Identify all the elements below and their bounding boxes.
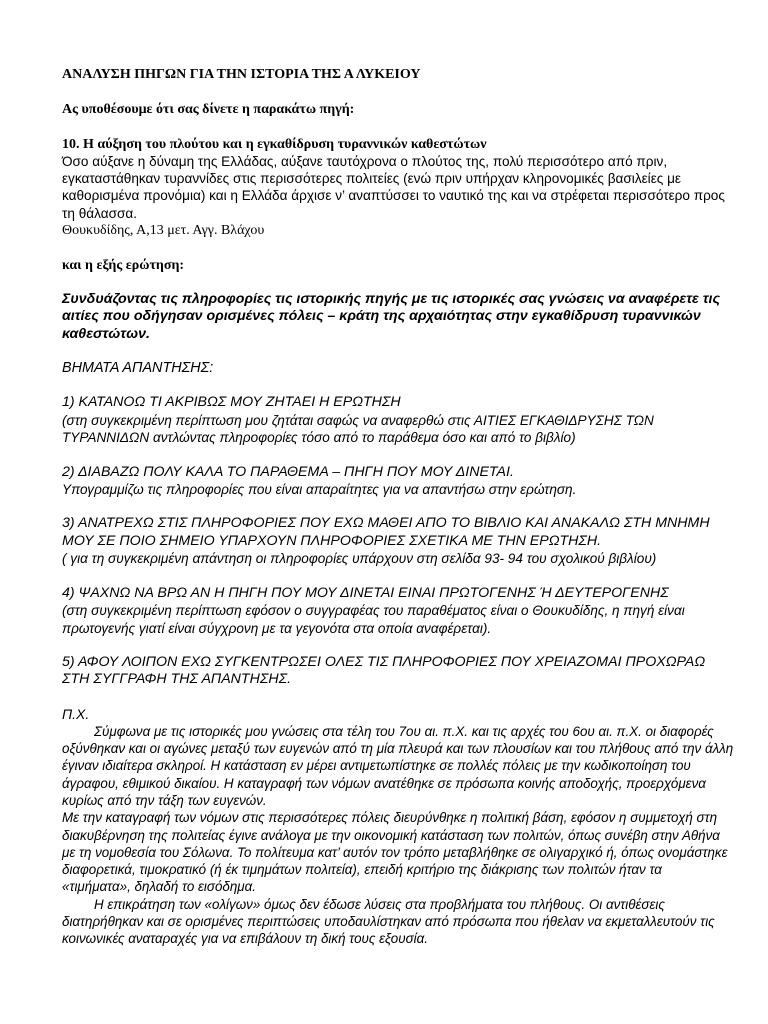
source-heading: 10. Η αύξηση του πλούτου και η εγκαθίδρυση τυραννικών καθεστώτων [62, 137, 487, 152]
step-note: (στη συγκεκριμένη περίπτωση μου ζητάται σαφώς να αναφερθώ στις ΑΙΤΙΕΣ ΕΓΚΑΘΙΔΡΥΣΗΣ ΤΩΝ ΤΥΡΑΝΝΙΔΩΝ αντλώντας πληροφορίες τόσο από το παράθεμα όσο και από το βιβλίο) [62, 412, 654, 446]
step-3 [62, 515, 734, 567]
step-heading: 5) ΑΦΟΥ ΛΟΙΠΟΝ ΕΧΩ ΣΥΓΚΕΝΤΡΩΣΕΙ ΟΛΕΣ ΤΙΣ ΠΛΗΡΟΦΟΡΙΕΣ ΠΟΥ ΧΡΕΙΑΖΟΜΑΙ ΠΡΟΧΩΡΑΩ ΣΤΗ ΣΥΓΓΡΑΦΗ ΤΗΣ ΑΠΑΝΤΗΣΗΣ. [62, 653, 706, 688]
step-note: ( για τη συγκεκριμένη απάντηση οι πληροφορίες υπάρχουν στη σελίδα 93- 94 του σχολικού βιβλίου) [62, 551, 657, 567]
step-4 [62, 585, 734, 637]
document-page [62, 66, 734, 948]
step-note: (στη συγκεκριμένη περίπτωση εφόσον ο συγγραφέας του παραθέματος είναι ο Θουκυδίδης, η πηγή είναι πρωτογενής γιατί είναι σύγχρονη με τα γεγονότα στα οποία αναφέρεται). [62, 603, 685, 636]
question-label: και η εξής ερώτηση: [62, 257, 185, 273]
intro-text: Ας υποθέσουμε ότι σας δίνετε η παρακάτω πηγή: [62, 102, 355, 117]
step-note: Υπογραμμίζω τις πληροφορίες που είναι απαραίτητες για να απαντήσω στην ερώτηση. [62, 482, 577, 498]
example-label: Π.Χ. [62, 705, 90, 722]
step-5 [62, 654, 734, 689]
source-text: Όσο αύξανε η δύναμη της Ελλάδας, αύξανε ταυτόχρονα ο πλούτος της, πολύ περισσότερο από πριν, εγκαταστάθηκαν τυραννίδες στις περισσότερες πολιτείες (ενώ πριν υπήρχαν κληρονομικές βασιλείες με καθορισμένα προνόμια) και η Ελλάδα άρχισε ν’ αναπτύσσει το ναυτικό της και να στρέφεται περισσότερο προς τη θάλασσα. [62, 154, 725, 221]
example-block [62, 706, 734, 948]
step-heading: 3) ΑΝΑΤΡΕΧΩ ΣΤΙΣ ΠΛΗΡΟΦΟΡΙΕΣ ΠΟΥ ΕΧΩ ΜΑΘΕΙ ΑΠΟ ΤΟ ΒΙΒΛΙΟ ΚΑΙ ΑΝΑΚΑΛΩ ΣΤΗ ΜΝΗΜΗ ΜΟΥ ΣΕ ΠΟΙΟ ΣΗΜΕΙΟ ΥΠΑΡΧΟΥΝ ΠΛΗΡΟΦΟΡΙΕΣ ΣΧΕΤΙΚΑ ΜΕ ΤΗΝ ΕΡΩΤΗΣΗ. [62, 515, 710, 549]
example-paragraph-3: Η επικράτηση των «ολίγων» όμως δεν έδωσε λύσεις στα προβλήματα του πλήθους. Οι αντιθέσεις διατηρήθηκαν και σε ορισμένες περιπτώσεις υποδαυλίστηκαν από πρόσωπα που ήθελαν να εκμεταλλευτούν τις κοινωνικές αναταραχές για να επιβάλουν τη δική τους εξουσία. [62, 896, 715, 947]
question-text: Συνδυάζοντας τις πληροφορίες τις ιστορικής πηγής με τις ιστορικές σας γνώσεις να αναφέρετε τις αιτίες που οδήγησαν ορισμένες πόλεις – κράτη της αρχαιότητας στην εγκαθίδρυση τυραννικών καθεστώτων. [62, 290, 721, 342]
example-paragraph-1: Σύμφωνα με τις ιστορικές μου γνώσεις στα τέλη του 7ου αι. π.Χ. και τις αρχές του 6ου αι. π.Χ. οι διαφορές οξύνθηκαν και οι αγώνες μεταξύ των ευγενών από τη μία πλευρά και των πλουσίων και του πλήθους από την άλλη έγιναν ιδιαίτερα σκληροί. Η κατάσταση εν μέρει αντιμετωπίστηκε σε πολλές πόλεις με την κωδικοποίηση του άγραφου, εθιμικού δικαίου. Η καταγραφή των νόμων ανατέθηκε σε πρόσωπα κοινής αποδοχής, προερχόμενα κυρίως από την τάξη των ευγενών. [62, 723, 734, 808]
source-citation: Θουκυδίδης, Α,13 μετ. Αγγ. Βλάχου [62, 222, 265, 238]
step-heading: 4) ΨΑΧΝΩ ΝΑ ΒΡΩ ΑΝ Η ΠΗΓΗ ΠΟΥ ΜΟΥ ΔΙΝΕΤΑΙ ΕΙΝΑΙ ΠΡΩΤΟΓΕΝΗΣ Ή ΔΕΥΤΕΡΟΓΕΝΗΣ [62, 584, 669, 601]
steps-heading: ΒΗΜΑΤΑ ΑΠΑΝΤΗΣΗΣ: [62, 360, 214, 377]
step-2 [62, 464, 734, 499]
step-1 [62, 394, 734, 446]
step-heading: 2) ΔΙΑΒΑΖΩ ΠΟΛΥ ΚΑΛΑ ΤΟ ΠΑΡΑΘΕΜΑ – ΠΗΓΗ ΠΟΥ ΜΟΥ ΔΙΝΕΤΑΙ. [62, 463, 514, 480]
document-title: ΑΝΑΛΥΣΗ ΠΗΓΩΝ ΓΙΑ ΤΗΝ ΙΣΤΟΡΙΑ ΤΗΣ Α ΛΥΚΕΙΟΥ [62, 67, 421, 82]
step-heading: 1) ΚΑΤΑΝΟΩ ΤΙ ΑΚΡΙΒΩΣ ΜΟΥ ΖΗΤΑΕΙ Η ΕΡΩΤΗΣΗ [62, 394, 401, 411]
source-block [62, 136, 734, 239]
example-paragraph-2: Με την καταγραφή των νόμων στις περισσότερες πόλεις διευρύνθηκε η πολιτική βάση, εφόσον η συμμετοχή στη διακυβέρνηση της πολιτείας έγινε ανάλογα με την οικονομική κατάσταση των πολιτών, όπως συνέβη στην Αθήνα με τη νομοθεσία του Σόλωνα. Το πολίτευμα κατ’ αυτόν τον τρόπο μεταβλήθηκε σε ολιγαρχικό ή, όπως ονομάστηκε διαφορετικά, τιμοκρατικό (ή έκ τιμημάτων πολιτεία), επειδή κριτήριο της διάκρισης των πολιτών ήταν τα «τιμήματα», δηλαδή το εισόδημα. [62, 810, 728, 895]
